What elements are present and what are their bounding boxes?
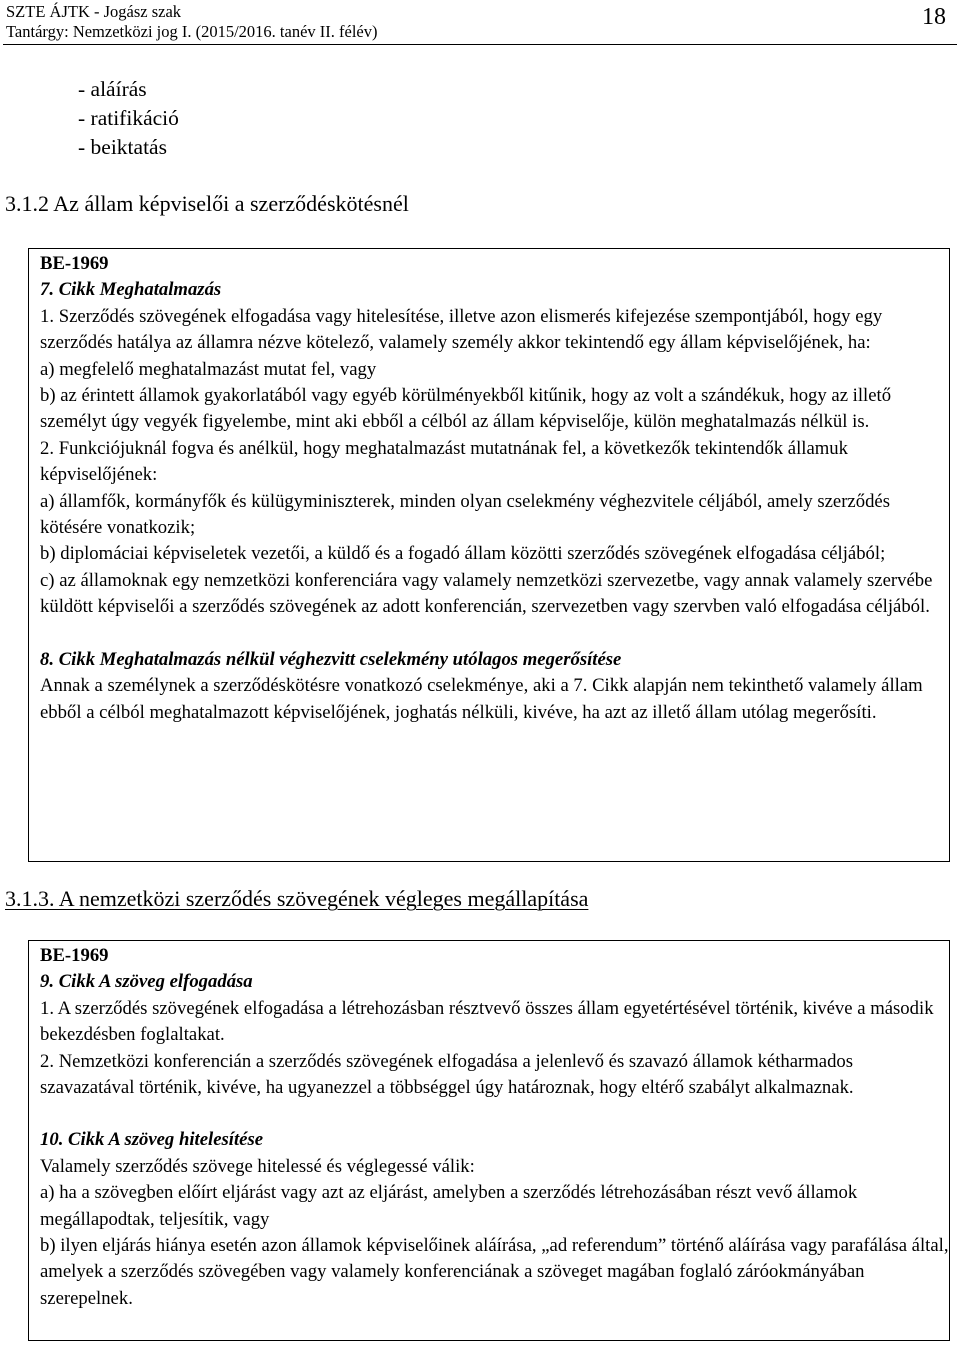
article-7-point-2b: b) diplomáciai képviseletek vezetői, a küldő és a fogadó állam közötti szerződés szövegének elfogadása céljából; — [40, 543, 886, 565]
header-course: Tantárgy: Nemzetközi jog I. (2015/2016. tanév II. félév) — [6, 22, 378, 41]
article-7-title: 7. Cikk Meghatalmazás — [40, 279, 222, 301]
page-number: 18 — [922, 4, 946, 30]
article-10-point-a: a) ha a szövegben előírt eljárást vagy azt az eljárást, amelyben a szerződés létrehozásában részt vevő államok megállapodtak, teljesítik, vagy — [40, 1182, 858, 1230]
quote-box-312 — [28, 248, 950, 862]
source-label: BE-1969 — [40, 253, 109, 274]
header-institution: SZTE ÁJTK - Jogász szak — [6, 2, 182, 21]
article-9-title: 9. Cikk A szöveg elfogadása — [40, 971, 253, 993]
article-9-paragraph-1: 1. A szerződés szövegének elfogadása a létrehozásban résztvevő összes állam egyetértésével történik, kivéve a második bekezdésben foglaltakat. — [40, 997, 934, 1046]
article-7-point-1a: a) megfelelő meghatalmazást mutat fel, vagy — [40, 358, 377, 380]
article-10-intro: Valamely szerződés szövege hitelessé és véglegessé válik: — [40, 1155, 475, 1177]
article-7-paragraph-2: 2. Funkciójuknál fogva és anélkül, hogy meghatalmazást mutatnának fel, a következők tekintendők államuk képviselőjének: — [40, 437, 848, 486]
article-10-title: 10. Cikk A szöveg hitelesítése — [40, 1129, 264, 1151]
article-9-paragraph-2: 2. Nemzetközi konferencián a szerződés szövegének elfogadása a jelenlevő és szavazó államok kétharmados szavazatával történik, kivéve, ha ugyanezzel a többséggel úgy határoznak, hogy eltérő szabályt alkalmaznak. — [40, 1050, 854, 1099]
list-item: - aláírás — [78, 77, 147, 101]
article-8-text: Annak a személynek a szerződéskötésre vonatkozó cselekménye, aki a 7. Cikk alapján nem tekinthető valamely állam ebből a célból meghatalmazott képviselőjének, joghatás nélküli, kivéve, ha azt az illető állam utólag megerősíti. — [40, 675, 923, 723]
article-7-point-2c: c) az államoknak egy nemzetközi konferenciára vagy valamely nemzetközi szervezetbe, vagy annak valamely szervébe küldött képviselői a szerződés szövegének az adott konferencián, szervezetben vagy szervben való elfogadása céljából. — [40, 569, 933, 618]
spacer — [40, 621, 949, 647]
list-item: - beiktatás — [78, 135, 167, 159]
article-7-point-2a: a) államfők, kormányfők és külügyminiszterek, minden olyan cselekmény véghezvitele céljából, amely szerződés kötésére vonatkozik; — [40, 490, 890, 539]
page-header — [6, 2, 378, 42]
spacer — [40, 1101, 949, 1127]
article-8-title: 8. Cikk Meghatalmazás nélkül véghezvitt cselekmény utólagos megerősítése — [40, 648, 622, 670]
article-7-paragraph-1: 1. Szerződés szövegének elfogadása vagy hitelesítése, illetve azon elismerés kifejezése szempontjából, hogy egy szerződés hatálya az államra nézve kötelező, valamely személy akkor tekintendő egy állam képviselőjének, ha: — [40, 305, 883, 354]
article-7-point-1b: b) az érintett államok gyakorlatából vagy egyéb körülményekből kitűnik, hogy az volt a szándékuk, hogy az illető személyt úgy vegyék figyelembe, mint aki ebből a célból az állam képviselője, külön meghatalmazás nélkül is. — [40, 385, 892, 433]
section-title-312: 3.1.2 Az állam képviselői a szerződéskötésnél — [5, 191, 409, 216]
step-list — [78, 75, 179, 162]
source-label: BE-1969 — [40, 945, 109, 966]
list-item: - ratifikáció — [78, 106, 179, 130]
article-10-point-b: b) ilyen eljárás hiánya esetén azon államok képviselőinek aláírása, „ad referendum” történő aláírása vagy parafálása által, amelyek a szerződés szövegében vagy valamely konferenciának a szöveget magában foglaló záróokmányában szerepelnek. — [40, 1235, 949, 1309]
header-divider — [3, 44, 957, 45]
quote-box-313 — [28, 940, 950, 1341]
section-title-313: 3.1.3. A nemzetközi szerződés szövegének végleges megállapítása — [5, 886, 589, 911]
